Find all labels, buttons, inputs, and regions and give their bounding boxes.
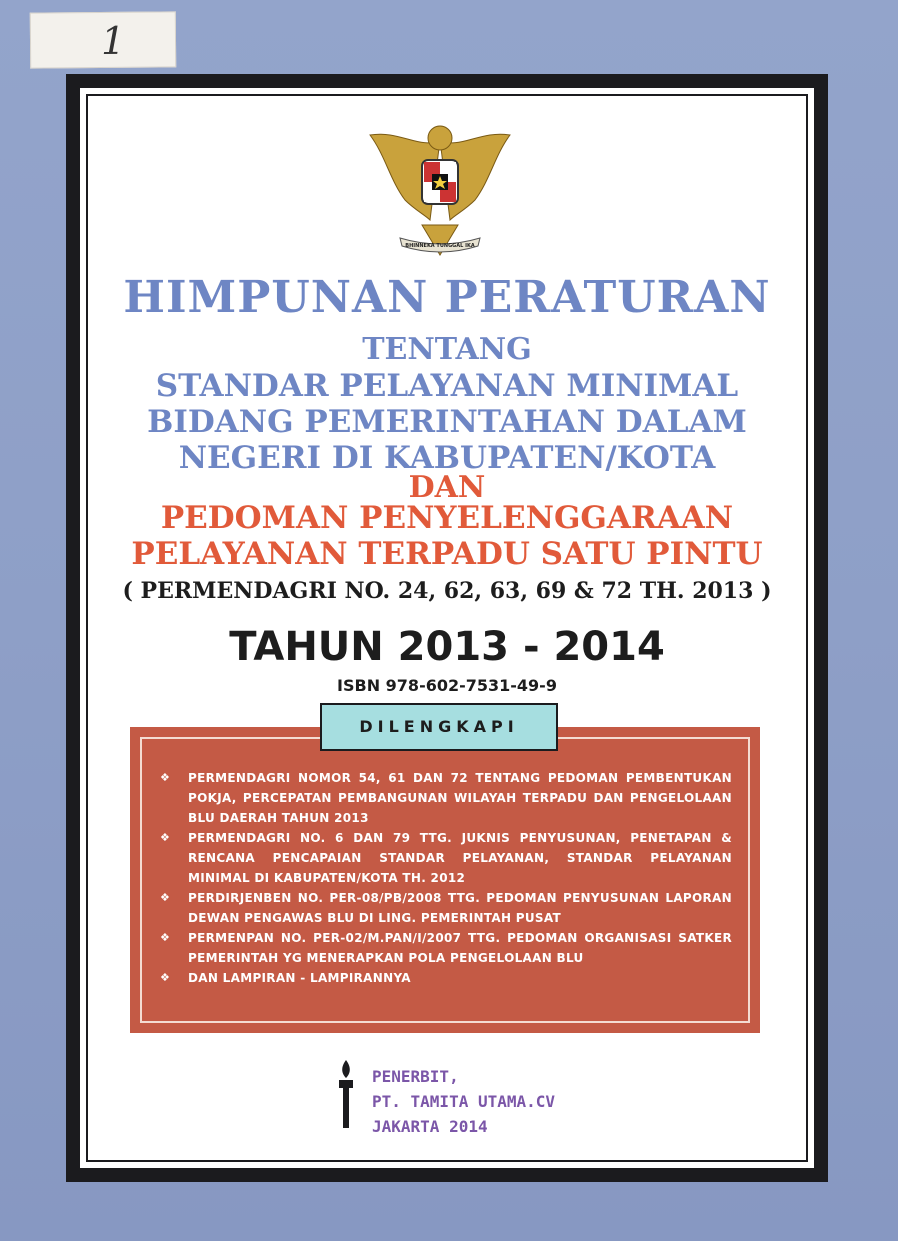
tentang-label: TENTANG (362, 332, 532, 367)
subtitle-blue (86, 368, 808, 476)
list-item (160, 968, 732, 988)
subtitle-line: STANDAR PELAYANAN MINIMAL (155, 368, 739, 404)
publisher-block (372, 1064, 555, 1139)
publisher-name: PT. TAMITA UTAMA.CV (372, 1092, 556, 1111)
regulation-reference: ( PERMENDAGRI NO. 24, 62, 63, 69 & 72 TH. 2013 ) (122, 578, 772, 604)
emblem-motto: BHINNEKA TUNGGAL IKA (405, 243, 475, 249)
garuda-emblem-icon (360, 110, 520, 260)
subtitle-line: NEGERI DI KABUPATEN/KOTA (178, 440, 716, 476)
supplement-label: DILENGKAPI (320, 703, 558, 751)
subtitle-red (86, 500, 808, 572)
list-item (160, 768, 732, 828)
torch-logo-icon (336, 1058, 356, 1130)
list-item (160, 928, 732, 968)
publisher-city-year: JAKARTA 2014 (372, 1117, 488, 1136)
list-item-text: PERMENDAGRI NOMOR 54, 61 DAN 72 TENTANG PEDOMAN PEMBENTUKAN POKJA, PERCEPATAN PEMBANGUNAN WILAYAH TERPADU DAN PENGELOLAAN BLU DAERAH TAHUN 2013 (188, 771, 732, 825)
list-item-text: DAN LAMPIRAN - LAMPIRANNYA (188, 971, 411, 985)
diamond-bullet-icon: ❖ (160, 931, 171, 944)
publisher-label: PENERBIT, (372, 1067, 459, 1086)
subtitle-line: BIDANG PEMERINTAHAN DALAM (147, 404, 747, 440)
list-item-text: PERMENDAGRI NO. 6 DAN 79 TTG. JUKNIS PENYUSUNAN, PENETAPAN & RENCANA PENCAPAIAN STANDAR PELAYANAN, STANDAR PELAYANAN MINIMAL DI KABUPATEN/KOTA TH. 2012 (188, 831, 732, 885)
list-item (160, 828, 732, 888)
book-title: HIMPUNAN PERATURAN (123, 272, 771, 323)
library-sticker: 1 (30, 11, 176, 68)
supplement-list (160, 768, 732, 988)
dan-label: DAN (408, 470, 486, 505)
subtitle-line: PELAYANAN TERPADU SATU PINTU (131, 536, 763, 572)
year-range: TAHUN 2013 - 2014 (229, 624, 665, 670)
isbn-number: ISBN 978-602-7531-49-9 (337, 676, 557, 695)
list-item (160, 888, 732, 928)
list-item-text: PERDIRJENBEN NO. PER-08/PB/2008 TTG. PEDOMAN PENYUSUNAN LAPORAN DEWAN PENGAWAS BLU DI LING. PEMERINTAH PUSAT (188, 891, 732, 925)
subtitle-line: PEDOMAN PENYELENGGARAAN (160, 500, 734, 536)
diamond-bullet-icon: ❖ (160, 771, 171, 784)
diamond-bullet-icon: ❖ (160, 971, 171, 984)
list-item-text: PERMENPAN NO. PER-02/M.PAN/I/2007 TTG. PEDOMAN ORGANISASI SATKER PEMERINTAH YG MENERAPKAN POLA PENGELOLAAN BLU (188, 931, 732, 965)
diamond-bullet-icon: ❖ (160, 831, 171, 844)
diamond-bullet-icon: ❖ (160, 891, 171, 904)
